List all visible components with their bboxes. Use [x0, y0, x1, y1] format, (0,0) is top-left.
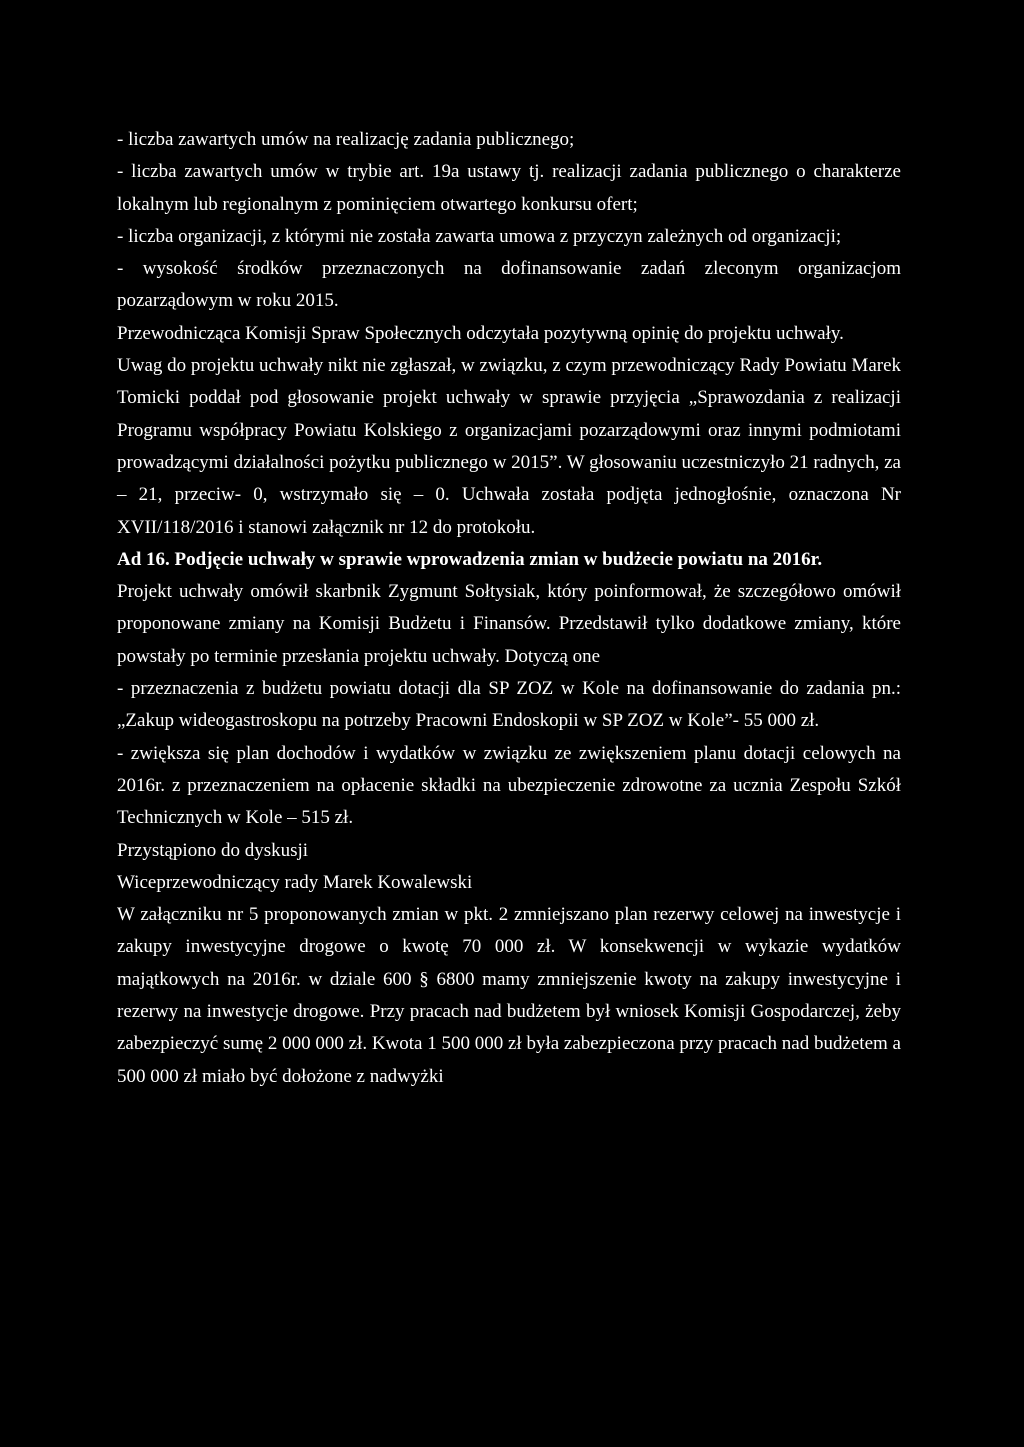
paragraph-treasurer: Projekt uchwały omówił skarbnik Zygmunt Sołtysiak, który poinformował, że szczegółowo omówił proponowane zmiany na Komisji Budżetu i Finansów. Przedstawił tylko dodatkowe zmiany, które powstały po terminie przesłania projektu uchwały. Dotyczą one	[117, 581, 901, 667]
section-heading: Ad 16. Podjęcie uchwały w sprawie wprowadzenia zmian w budżecie powiatu na 2016r.	[117, 548, 823, 570]
paragraph-bullet-contracts: - liczba zawartych umów na realizację zadania publicznego;	[117, 129, 575, 150]
paragraph-bullet-art19a: - liczba zawartych umów w trybie art. 19a ustawy tj. realizacji zadania publicznego o charakterze lokalnym lub regionalnym z pominięciem otwartego konkursu ofert;	[117, 161, 901, 215]
paragraph-discussion: Przystąpiono do dyskusji	[117, 839, 309, 861]
paragraph-bullet-funds: - wysokość środków przeznaczonych na dofinansowanie zadań zleconym organizacjom pozarządowym w roku 2015.	[117, 258, 901, 312]
paragraph-bullet-organizations: - liczba organizacji, z którymi nie została zawarta umowa z przyczyn zależnych od organizacji;	[117, 225, 842, 247]
paragraph-vote: Uwag do projektu uchwały nikt nie zgłaszał, w związku, z czym przewodniczący Rady Powiatu Marek Tomicki poddał pod głosowanie projekt uchwały w sprawie przyjęcia „Sprawozdania z realizacji Programu współpracy Powiatu Kolskiego z organizacjami pozarządowymi oraz innymi podmiotami prowadzącymi działalności pożytku publicznego w 2015”. W głosowaniu uczestniczyło 21 radnych, za – 21, przeciw- 0, wstrzymało się – 0. Uchwała została podjęta jednogłośnie, oznaczona Nr XVII/118/2016 i stanowi załącznik nr 12 do protokołu.	[117, 355, 902, 538]
paragraph-bullet-plan: - zwiększa się plan dochodów i wydatków w związku ze zwiększeniem planu dotacji celowych na 2016r. z przeznaczeniem na opłacenie składki na ubezpieczenie zdrowotne za ucznia Zespołu Szkół Technicznych w Kole – 515 zł.	[117, 742, 901, 829]
paragraph-bullet-sp-zoz: - przeznaczenia z budżetu powiatu dotacji dla SP ZOZ w Kole na dofinansowanie do zadania pn.: „Zakup wideogastroskopu na potrzeby Pracowni Endoskopii w SP ZOZ w Kole”- 55 000 zł.	[117, 678, 901, 732]
paragraph-speaker: Wiceprzewodniczący rady Marek Kowalewski	[117, 871, 473, 893]
document-body	[117, 124, 901, 1093]
paragraph-attachment: W załączniku nr 5 proponowanych zmian w pkt. 2 zmniejszano plan rezerwy celowej na inwestycje i zakupy inwestycyjne drogowe o kwotę 70 000 zł. W konsekwencji w wykazie wydatków majątkowych na 2016r. w dziale 600 § 6800 mamy zmniejszenie kwoty na zakupy inwestycyjne i rezerwy na inwestycje drogowe. Przy pracach nad budżetem był wniosek Komisji Gospodarczej, żeby zabezpieczyć sumę 2 000 000 zł. Kwota 1 500 000 zł była zabezpieczona przy pracach nad budżetem a 500 000 zł miało być dołożone z nadwyżki	[117, 904, 901, 1087]
paragraph-committee-opinion: Przewodnicząca Komisji Spraw Społecznych odczytała pozytywną opinię do projektu uchwały.	[117, 322, 844, 344]
